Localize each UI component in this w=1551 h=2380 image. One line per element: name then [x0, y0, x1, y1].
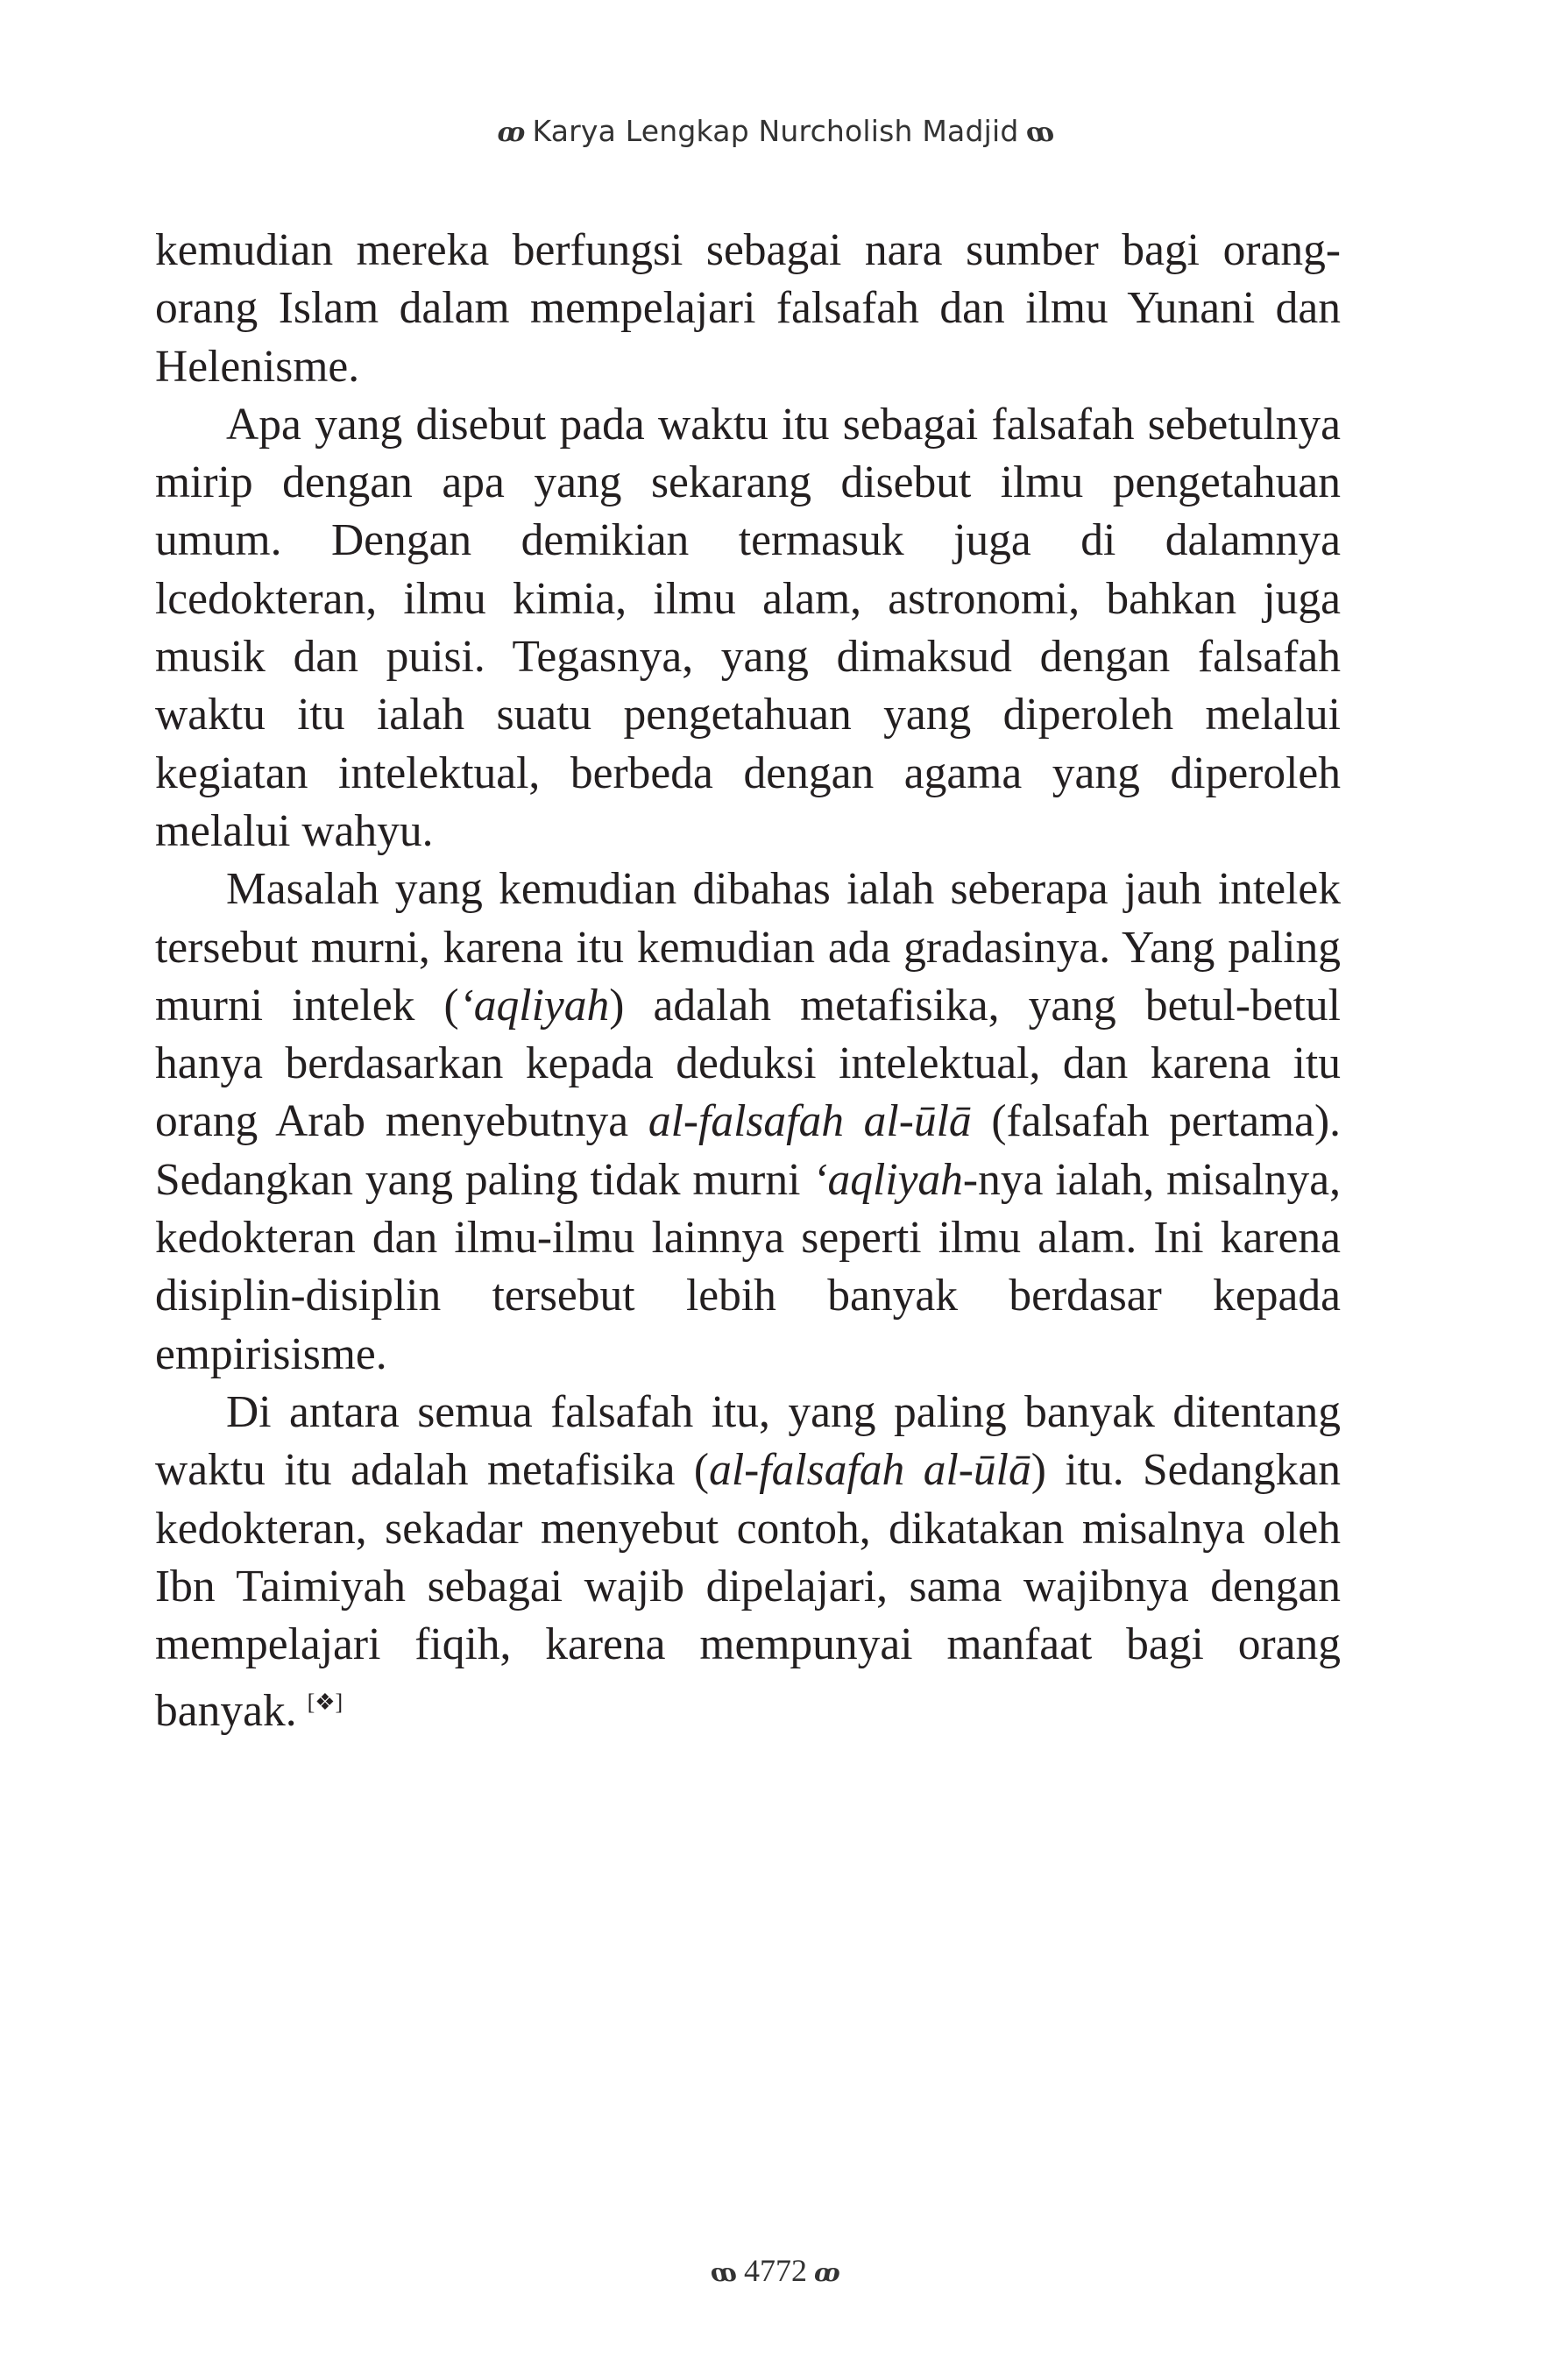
text-run: kemudian mereka berfungsi sebagai nara sumber bagi orang-orang Islam dalam mempelajari falsafah dan ilmu Yunani dan Helenisme.: [155, 225, 1341, 392]
end-mark-icon: [❖]: [307, 1689, 343, 1716]
paragraph: [155, 222, 1341, 396]
text-run: Di antara semua falsafah itu, yang paling banyak ditentang waktu itu adalah metafisika (: [155, 1386, 1341, 1496]
text-run: (falsafah pertama). Sedangkan yang paling tidak murni: [155, 1096, 1341, 1205]
paragraph: [155, 396, 1341, 861]
header-title: Karya Lengkap Nurcholish Madjid: [532, 114, 1019, 148]
page-number: 4772: [744, 2253, 807, 2288]
italic-term: al-falsafah al-ūlā: [709, 1445, 1031, 1496]
header-ornament-right-icon: ꝏ: [1025, 117, 1054, 148]
italic-term: ‘aqliyah: [812, 1154, 963, 1205]
text-run: Masalah yang kemudian dibahas ialah seberapa jauh intelek tersebut murni, karena itu kemudian ada gradasinya. Yang paling murni intelek (: [155, 864, 1341, 1031]
paragraph: [155, 1384, 1341, 1741]
header-ornament-left-icon: ꝏ: [497, 117, 526, 148]
italic-term: ‘aqliyah: [458, 980, 610, 1031]
body-text: [155, 222, 1341, 1741]
running-header: [0, 114, 1551, 148]
text-run: ) itu. Sedangkan kedokteran, sekadar menyebut contoh, dikatakan misalnya oleh Ibn Taimiyah sebagai wajib dipelajari, sama wajibnya dengan mempelajari fiqih, karena mempunyai manfaat bagi orang banyak.: [155, 1445, 1341, 1737]
text-run: ) adalah metafisika, yang betul-betul hanya berdasarkan kepada deduksi intelektual, dan karena itu orang Arab menyebutnya: [155, 980, 1341, 1147]
footer-ornament-left-icon: ꝏ: [711, 2258, 737, 2287]
footer-ornament-right-icon: ꝏ: [814, 2258, 840, 2287]
text-run: Apa yang disebut pada waktu itu sebagai falsafah sebetulnya mirip dengan apa yang sekarang disebut ilmu pengetahuan umum. Dengan demikian termasuk juga di dalamnya lcedokteran, ilmu kimia, ilmu alam, astronomi, bahkan juga musik dan puisi. Tegasnya, yang dimaksud dengan falsafah waktu itu ialah suatu pengetahuan yang diperoleh melalui kegiatan intelektual, berbeda dengan agama yang diperoleh melalui wahyu.: [155, 399, 1341, 856]
page-footer: [0, 2252, 1551, 2289]
italic-term: al-falsafah al-ūlā: [648, 1096, 972, 1147]
paragraph: [155, 861, 1341, 1384]
text-run: -nya ialah, misalnya, kedokteran dan ilmu-ilmu lainnya seperti ilmu alam. Ini karena disiplin-disiplin tersebut lebih banyak berdasar kepada empirisisme.: [155, 1154, 1341, 1379]
